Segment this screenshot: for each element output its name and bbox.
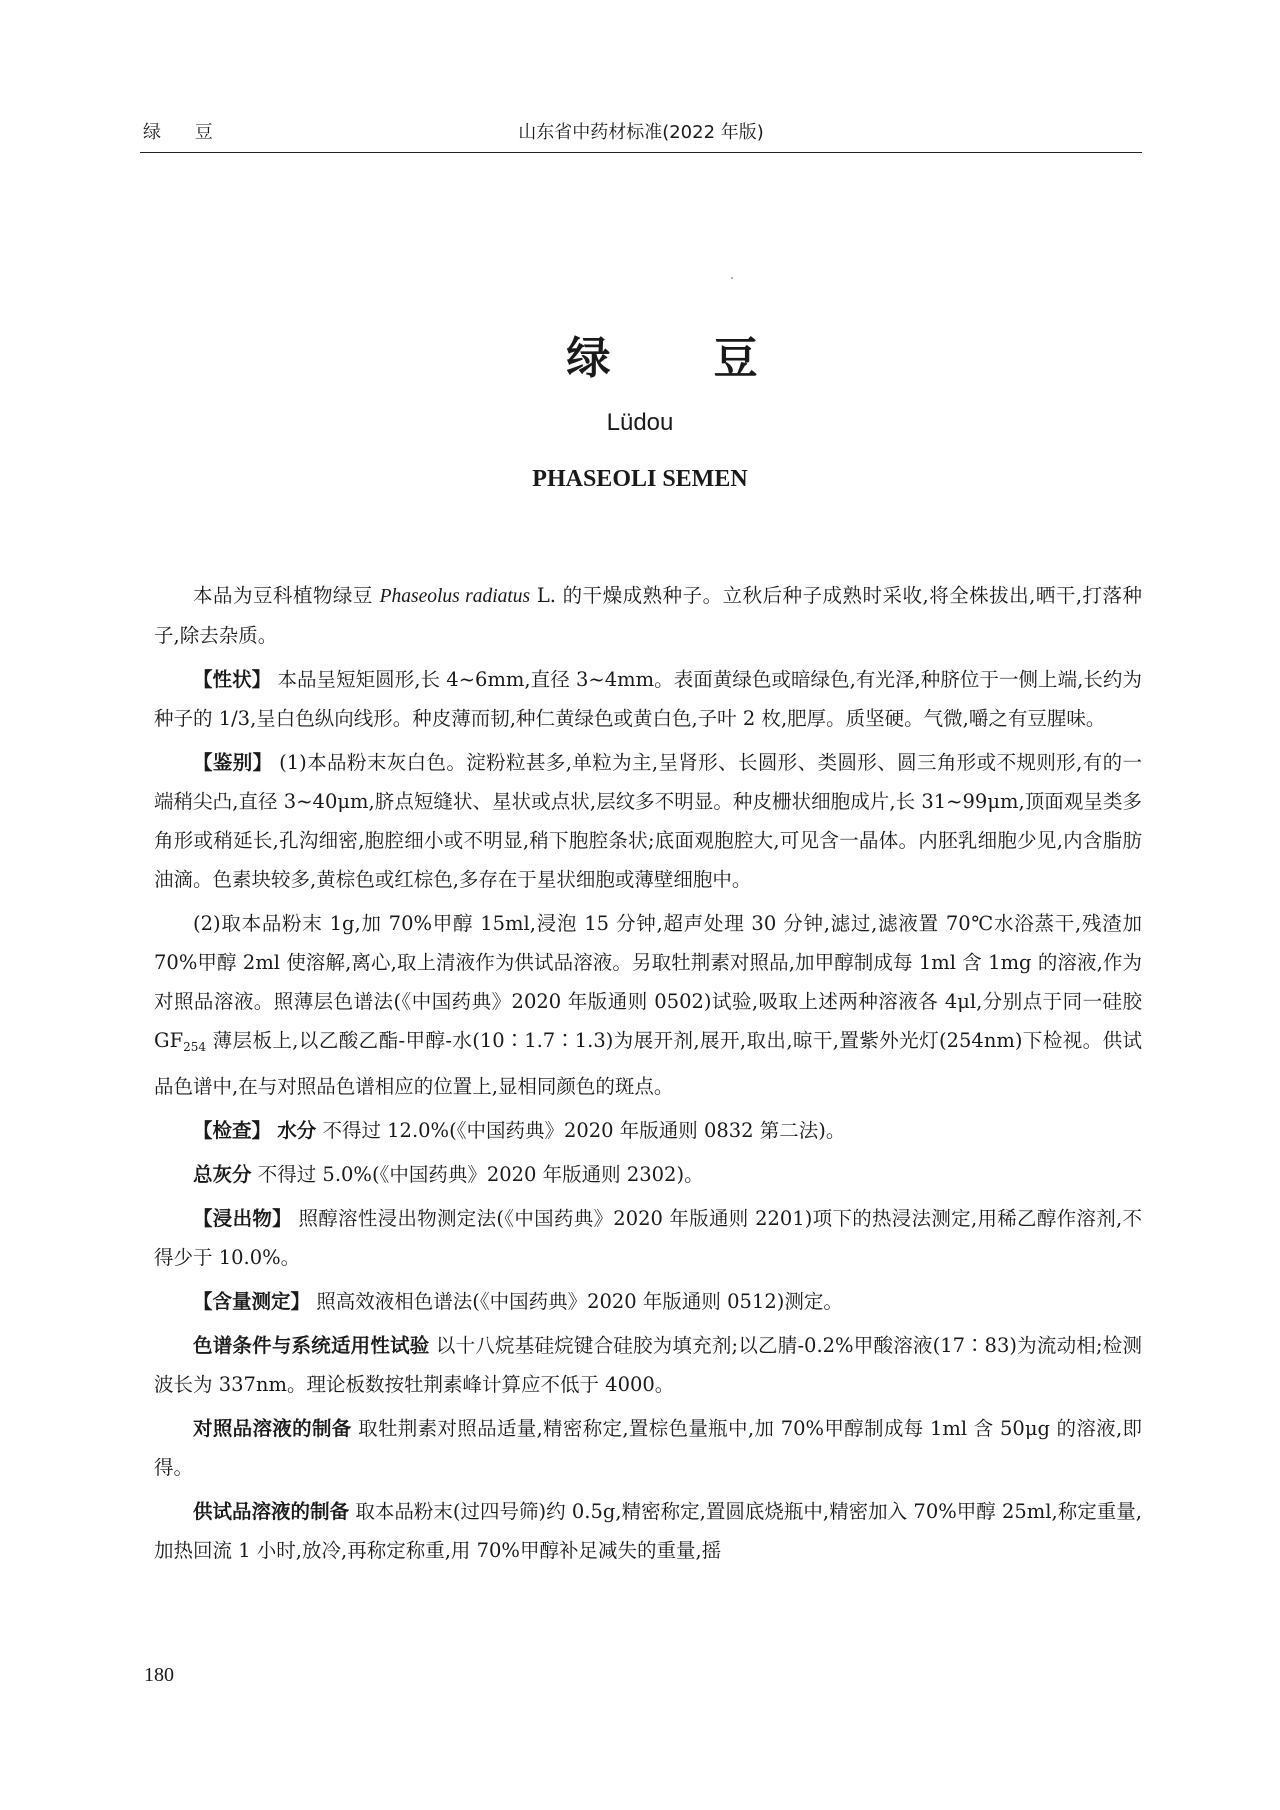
subsection-label: 总灰分 [193, 1163, 252, 1186]
text-span: 本品呈短矩圆形,长 4~6mm,直径 3~4mm。表面黄绿色或暗绿色,有光泽,种脐位于一侧上端,长约为种子的 1/3,呈白色纵向线形。种皮薄而韧,种仁黄绿色或黄白色,子叶 2 枚,肥厚。质坚硬。气微,嚼之有豆腥味。 [154, 668, 1142, 730]
section-label: 【浸出物】 [193, 1207, 292, 1230]
text-span: L. 的干燥成熟种子。立秋后种子成熟时采收,将全株拔出,晒干,打落种子,除去杂质。 [154, 584, 1142, 647]
assay-paragraph [154, 1282, 1142, 1321]
subsection-label: 供试品溶液的制备 [193, 1500, 350, 1523]
section-label: 【性状】 [193, 668, 272, 691]
running-header [140, 114, 1142, 153]
text-span: 不得过 12.0%(《中国药典》2020 年版通则 0832 第二法)。 [322, 1119, 846, 1142]
speck-mark [731, 277, 733, 279]
text-span: 照高效液相色谱法(《中国药典》2020 年版通则 0512)测定。 [316, 1290, 843, 1313]
section-label: 【检查】 [193, 1119, 272, 1142]
test-solution-paragraph [154, 1492, 1142, 1570]
subsection-label: 水分 [277, 1119, 317, 1142]
latin-name: PHASEOLI SEMEN [532, 466, 748, 492]
subsection-label: 色谱条件与系统适用性试验 [193, 1334, 430, 1357]
species-name: Phaseolus radiatus [379, 586, 531, 607]
text-span: 不得过 5.0%(《中国药典》2020 年版通则 2302)。 [257, 1163, 704, 1186]
text-span: 照醇溶性浸出物测定法(《中国药典》2020 年版通则 2201)项下的热浸法测定,用稀乙醇作溶剂,不得少于 10.0%。 [154, 1207, 1142, 1269]
chromatography-paragraph [154, 1326, 1142, 1404]
inspection-paragraph [154, 1111, 1142, 1150]
subscript: 254 [183, 1040, 207, 1054]
text-span: 取本品粉末(过四号筛)约 0.5g,精密称定,置圆底烧瓶中,精密加入 70%甲醇 25ml,称定重量,加热回流 1 小时,放冷,再称定称重,用 70%甲醇补足减失的重量,摇 [154, 1500, 1142, 1562]
text-span: 取牡荆素对照品适量,精密称定,置棕色量瓶中,加 70%甲醇制成每 1ml 含 50μg 的溶液,即得。 [154, 1417, 1142, 1479]
header-book-title: 山东省中药材标准(2022 年版) [518, 122, 764, 143]
pinyin-name: Lüdou [606, 409, 674, 436]
section-label: 【含量测定】 [193, 1290, 311, 1313]
tlc-paragraph [154, 904, 1142, 1106]
text-span: 本品为豆科植物绿豆 [193, 584, 380, 607]
text-span: (1)本品粉末灰白色。淀粉粒甚多,单粒为主,呈肾形、长圆形、类圆形、圆三角形或不规则形,有的一端稍尖凸,直径 3~40μm,脐点短缝状、星状或点状,层纹多不明显。种皮栅状细胞成片,长 31~99μm,顶面观呈类多角形或稍延长,孔沟细密,胞腔细小或不明显,稍下胞腔条状;底面观胞腔大,可见含一晶体。内胚乳细胞少见,内含脂肪油滴。色素块较多,黄棕色或红棕色,多存在于星状细胞或薄壁细胞中。 [154, 751, 1142, 891]
text-span: 以十八烷基硅烷键合硅胶为填充剂;以乙腈-0.2%甲酸溶液(17∶83)为流动相;检测波长为 337nm。理论板数按牡荆素峰计算应不低于 4000。 [154, 1334, 1142, 1396]
header-left-title: 绿 豆 [143, 122, 227, 143]
text-span: 薄层板上,以乙酸乙酯-甲醇-水(10∶1.7∶1.3)为展开剂,展开,取出,晾干,置紫外光灯(254nm)下检视。供试品色谱中,在与对照品色谱相应的位置上,显相同颜色的斑点。 [154, 1029, 1142, 1098]
subsection-label: 对照品溶液的制备 [193, 1417, 352, 1440]
source-paragraph [154, 576, 1142, 655]
extract-paragraph [154, 1199, 1142, 1277]
page-title: 绿 豆 [566, 333, 802, 384]
identification-paragraph [154, 743, 1142, 899]
section-label: 【鉴别】 [193, 751, 273, 774]
reference-solution-paragraph [154, 1409, 1142, 1487]
description-paragraph [154, 660, 1142, 738]
monograph-body [154, 576, 1142, 1575]
ash-paragraph [154, 1155, 1142, 1194]
page-number: 180 [144, 1664, 174, 1686]
text-span: (2)取本品粉末 1g,加 70%甲醇 15ml,浸泡 15 分钟,超声处理 30 分钟,滤过,滤液置 70℃水浴蒸干,残渣加 70%甲醇 2ml 使溶解,离心,取上清液作为供试品溶液。另取牡荆素对照品,加甲醇制成每 1ml 含 1mg 的溶液,作为对照品溶液。照薄层色谱法(《中国药典》2020 年版通则 0502)试验,吸取上述两种溶液各 4μl,分别点于同一硅胶 GF [154, 912, 1142, 1052]
